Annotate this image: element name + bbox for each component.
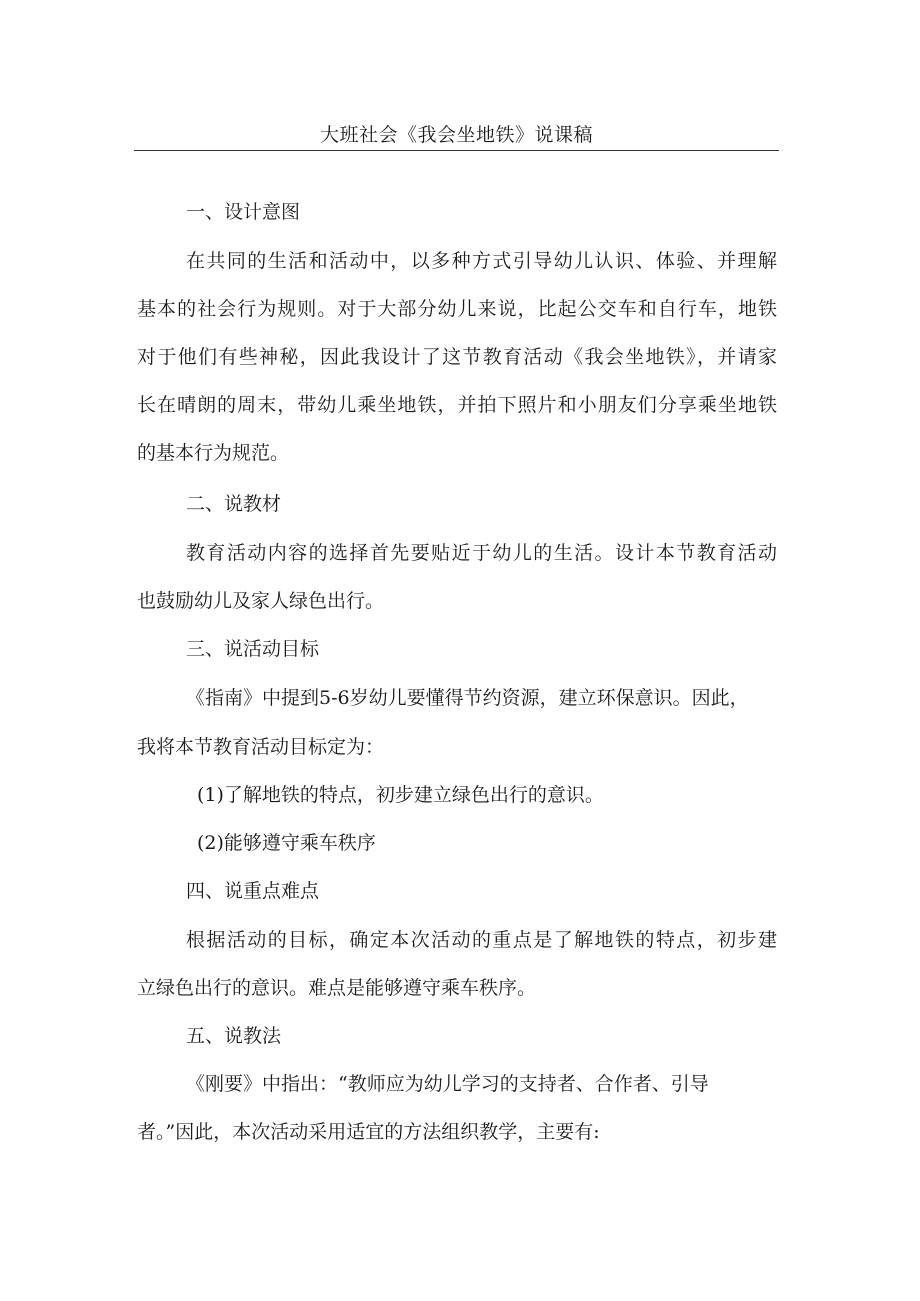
paragraph-line: 立绿色出行的意识。难点是能够遵守乘车秩序。 [137,977,537,999]
paragraph-line: 教育活动内容的选择首先要贴近于幼儿的生活。设计本节教育活动 [186,542,777,564]
section-heading-activity-goals: 三、说活动目标 [186,638,320,660]
section-heading-key-points: 四、说重点难点 [186,880,320,902]
document-title: 大班社会《我会坐地铁》说课稿 [319,124,593,146]
paragraph-line: 基本的社会行为规则。对于大部分幼儿来说，比起公交车和自行车，地铁 [137,298,777,320]
goal-list-item: (2)能够遵守乘车秩序 [197,832,376,854]
paragraph-line: 也鼓励幼儿及家人绿色出行。 [137,590,385,612]
paragraph-line: 对于他们有些神秘，因此我设计了这节教育活动《我会坐地铁》，并请家 [137,346,777,368]
paragraph-line: 我将本节教育活动目标定为： [137,736,385,758]
paragraph-line: 《指南》中提到5-6岁幼儿要懂得节约资源，建立环保意识。因此， [186,687,749,709]
section-heading-teaching-method: 五、说教法 [186,1025,282,1047]
paragraph-line: 在共同的生活和活动中，以多种方式引导幼儿认识、体验、并理解 [186,250,777,272]
paragraph-line: 者。”因此，本次活动采用适宜的方法组织教学，主要有: [137,1121,600,1143]
goal-list-item: (1)了解地铁的特点，初步建立绿色出行的意识。 [197,784,604,806]
section-heading-design-intent: 一、设计意图 [186,201,301,223]
paragraph-line: 的基本行为规范。 [137,442,290,464]
paragraph-line: 《刚要》中指出：“教师应为幼儿学习的支持者、合作者、引导 [186,1073,709,1095]
paragraph-line: 根据活动的目标，确定本次活动的重点是了解地铁的特点，初步建 [186,929,777,951]
title-underline [134,150,779,151]
paragraph-line: 长在晴朗的周末，带幼儿乘坐地铁，并拍下照片和小朋友们分享乘坐地铁 [137,394,777,416]
section-heading-teaching-material: 二、说教材 [186,493,282,515]
